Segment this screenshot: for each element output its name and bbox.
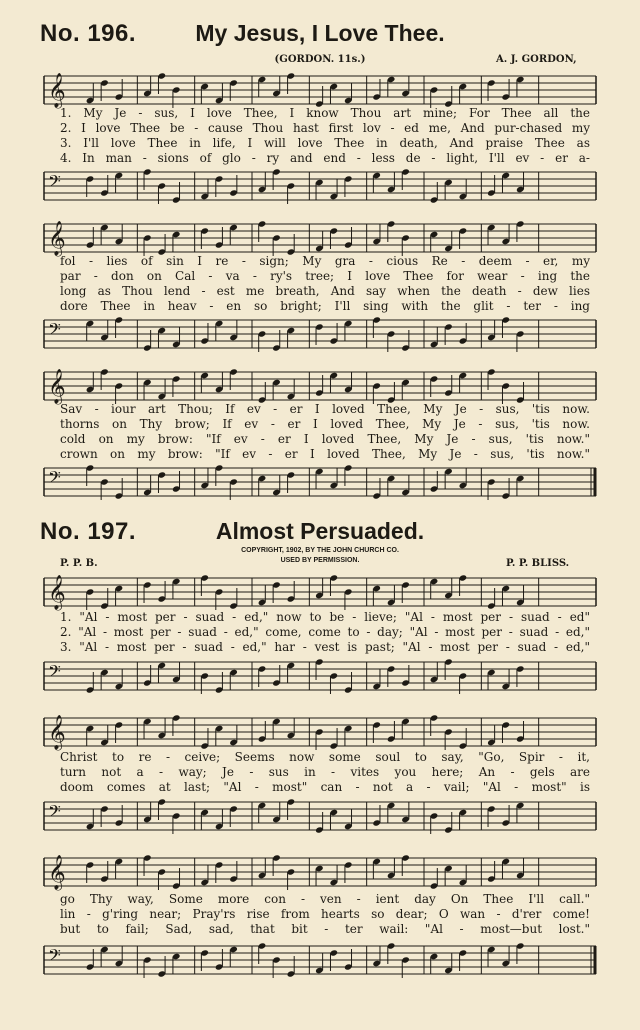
lyric-line: 2. I love Thee be - cause Thou hast first lov - ed me, And pur-chased my xyxy=(60,121,590,135)
treble-clef-icon: 𝄞 xyxy=(48,855,66,890)
lyric-line: cold on my brow: "If ev - er I loved Thee, My Je - sus, 'tis now." xyxy=(60,432,590,446)
lyric-line: 3. "Al - most per - suad - ed," har - vest is past; "Al - most per - suad - ed," xyxy=(60,640,590,654)
hymn-197-copyright xyxy=(150,546,490,566)
hymn-196-composer: A. J. GORDON, xyxy=(496,54,577,65)
lyric-line: crown on my brow: "If ev - er I loved Thee, My Je - sus, 'tis now." xyxy=(60,447,590,461)
copyright-notice: COPYRIGHT, 1902, BY THE JOHN CHURCH CO. xyxy=(241,547,399,554)
hymn-197-lyrics-1 xyxy=(60,610,590,655)
treble-staff xyxy=(40,852,600,892)
bass-staff xyxy=(40,166,600,206)
hymn-197-lyrics-2 xyxy=(60,750,590,795)
lyric-line: doom comes at last; "Al - most" can - not a - vail; "Al - most" is xyxy=(60,780,590,794)
lyric-line: fol - lies of sin I re - sign; My gra - cious Re - deem - er, my xyxy=(60,254,590,268)
treble-clef-icon: 𝄞 xyxy=(48,715,66,750)
bass-staff xyxy=(40,796,600,836)
bass-clef-icon: 𝄢 xyxy=(48,801,61,825)
bass-clef-icon: 𝄢 xyxy=(48,171,61,195)
treble-clef-icon: 𝄞 xyxy=(48,221,66,256)
treble-clef-icon: 𝄞 xyxy=(48,73,66,108)
lyric-line: turn not a - way; Je - sus in - vites you here; An - gels are xyxy=(60,765,590,779)
bass-staff xyxy=(40,656,600,696)
bass-staff xyxy=(40,462,600,502)
treble-clef-icon: 𝄞 xyxy=(48,369,66,404)
lyric-line: thorns on Thy brow; If ev - er I loved Thee, My Je - sus, 'tis now. xyxy=(60,417,590,431)
lyric-line: 4. In man - sions of glo - ry and end - less de - light, I'll ev - er a- xyxy=(60,151,590,165)
hymn-197-system-3 xyxy=(40,848,600,984)
hymn-197-system-1 xyxy=(40,568,600,696)
hymn-197-system-2 xyxy=(40,708,600,836)
permission-notice: USED BY PERMISSION. xyxy=(280,557,360,564)
treble-clef-icon: 𝄞 xyxy=(48,575,66,610)
lyric-line: 3. I'll love Thee in life, I will love Thee in death, And praise Thee as xyxy=(60,136,590,150)
bass-clef-icon: 𝄢 xyxy=(48,319,61,343)
lyric-line: 1. "Al - most per - suad - ed," now to be - lieve; "Al - most per - suad - ed" xyxy=(60,610,590,624)
hymn-197-author: P. P. B. xyxy=(60,558,98,569)
hymn-196-lyrics-1 xyxy=(60,106,590,166)
hymn-196-tune: (GORDON. 11s.) xyxy=(274,54,366,65)
lyric-line: lin - g'ring near; Pray'rs rise from hearts so dear; O wan - d'rer come! xyxy=(60,907,590,921)
hymn-196-lyrics-2 xyxy=(60,254,590,314)
lyric-line: go Thy way, Some more con - ven - ient day On Thee I'll call." xyxy=(60,892,590,906)
hymn-196-title: My Jesus, I Love Thee. xyxy=(195,20,445,46)
treble-staff xyxy=(40,572,600,612)
treble-staff xyxy=(40,70,600,110)
lyric-line: Christ to re - ceive; Seems now some soul to say, "Go, Spir - it, xyxy=(60,750,590,764)
lyric-line: 1. My Je - sus, I love Thee, I know Thou art mine; For Thee all the xyxy=(60,106,590,120)
lyric-line: 2. "Al - most per - suad - ed," come, come to - day; "Al - most per - suad - ed," xyxy=(60,625,590,639)
hymn-197-composer: P. P. BLISS. xyxy=(506,558,570,569)
lyric-line: long as Thou lend - est me breath, And say when the death - dew lies xyxy=(60,284,590,298)
hymn-196-system-2 xyxy=(40,214,600,356)
lyric-line: but to fail; Sad, sad, that bit - ter wail: "Al - most—but lost." xyxy=(60,922,590,936)
bass-clef-icon: 𝄢 xyxy=(48,467,61,491)
treble-staff xyxy=(40,366,600,406)
bass-clef-icon: 𝄢 xyxy=(48,661,61,685)
hymn-196-system-3 xyxy=(40,362,600,504)
hymn-197-lyrics-3 xyxy=(60,892,590,937)
hymn-196-lyrics-3 xyxy=(60,402,590,462)
bass-staff xyxy=(40,314,600,354)
lyric-line: Sav - iour art Thou; If ev - er I loved Thee, My Je - sus, 'tis now. xyxy=(60,402,590,416)
lyric-line: dore Thee in heav - en so bright; I'll sing with the glit - ter - ing xyxy=(60,299,590,313)
bass-clef-icon: 𝄢 xyxy=(48,945,61,969)
hymn-196-system-1 xyxy=(40,66,600,208)
treble-staff xyxy=(40,712,600,752)
lyric-line: par - don on Cal - va - ry's tree; I love Thee for wear - ing the xyxy=(60,269,590,283)
hymn-197-number: No. 197. xyxy=(40,518,137,545)
hymn-197-title: Almost Persuaded. xyxy=(215,518,425,544)
hymn-196-number: No. 196. xyxy=(40,20,137,47)
bass-staff xyxy=(40,940,600,980)
treble-staff xyxy=(40,218,600,258)
